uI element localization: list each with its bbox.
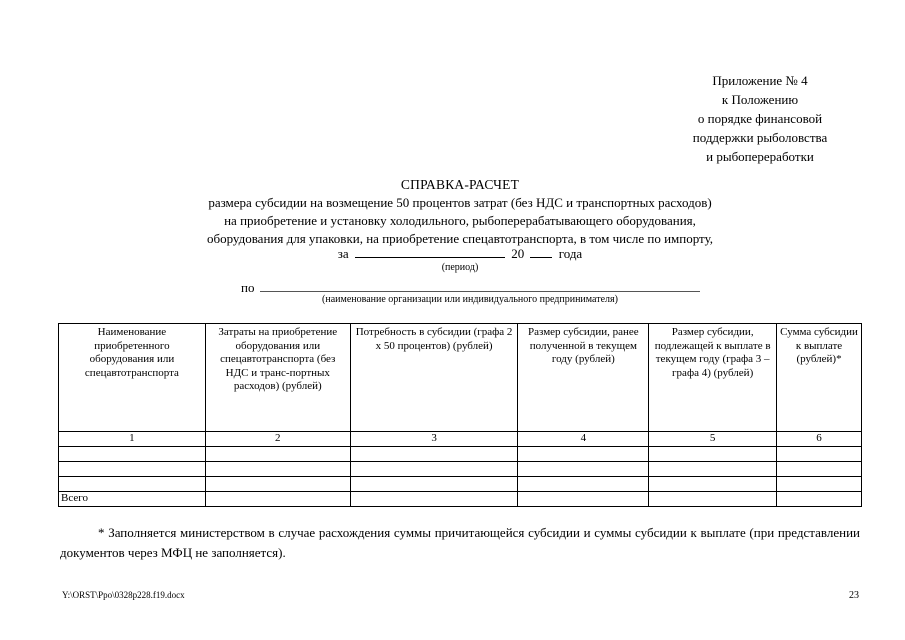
column-header: Затраты на приобретение оборудования или спецавтотранспорта (без НДС и транс-портных расходов) (рублей)	[205, 324, 350, 432]
table-row	[59, 462, 862, 477]
table-cell[interactable]	[777, 492, 862, 507]
table-cell[interactable]	[205, 492, 350, 507]
document-heading	[90, 176, 830, 248]
table-cell[interactable]	[777, 447, 862, 462]
organization-prefix: по	[241, 280, 255, 295]
document-title: СПРАВКА-РАСЧЕТ	[400, 177, 520, 192]
period-hint: (период)	[441, 262, 479, 273]
column-number-row	[59, 432, 862, 447]
table-cell[interactable]	[350, 462, 518, 477]
calculation-table	[58, 323, 862, 507]
table-cell[interactable]	[777, 477, 862, 492]
page-number: 23	[849, 590, 859, 601]
appendix-line: Приложение № 4	[712, 73, 808, 88]
organization-hint: (наименование организации или индивидуального предпринимателя)	[322, 294, 618, 305]
footnote-text: * Заполняется министерством в случае расхождения суммы причитающейся субсидии и суммы субсидии к выплате (при представлении документов через МФЦ не заполняется).	[60, 525, 860, 560]
table-cell[interactable]	[350, 477, 518, 492]
column-number: 2	[205, 432, 350, 447]
appendix-line: о порядке финансовой	[697, 111, 823, 126]
total-row	[59, 492, 862, 507]
table-cell[interactable]	[59, 477, 206, 492]
column-header: Размер субсидии, ранее полученной в текущем году (рублей)	[518, 324, 649, 432]
column-number: 1	[59, 432, 206, 447]
period-blank[interactable]	[355, 245, 505, 258]
table-cell[interactable]	[205, 477, 350, 492]
column-header: Размер субсидии, подлежащей к выплате в текущем году (графа 3 – графа 4) (рублей)	[649, 324, 777, 432]
table-cell[interactable]	[59, 447, 206, 462]
period-prefix: за	[337, 246, 349, 261]
table-cell[interactable]	[518, 447, 649, 462]
table-cell[interactable]	[518, 477, 649, 492]
organization-blank[interactable]	[260, 279, 700, 292]
table-cell[interactable]	[205, 447, 350, 462]
total-label: Всего	[59, 492, 206, 507]
file-path: Y:\ORST\Ppo\0328p228.f19.docx	[62, 590, 185, 600]
appendix-line: поддержки рыболовства	[692, 130, 828, 145]
table-cell[interactable]	[59, 462, 206, 477]
appendix-line: к Положению	[721, 92, 799, 107]
period-suffix: года	[558, 246, 583, 261]
column-number: 6	[777, 432, 862, 447]
table-cell[interactable]	[649, 462, 777, 477]
period-line	[90, 245, 830, 262]
table-cell[interactable]	[777, 462, 862, 477]
column-number: 5	[649, 432, 777, 447]
table-cell[interactable]	[518, 492, 649, 507]
table-header-row	[59, 324, 862, 432]
table-cell[interactable]	[350, 492, 518, 507]
table-cell[interactable]	[205, 462, 350, 477]
period-year: 20	[511, 246, 525, 261]
table-cell[interactable]	[649, 492, 777, 507]
appendix-line: и рыбопереработки	[706, 149, 814, 164]
subtitle-line: оборудования для упаковки, на приобретение спецавтотранспорта, в том числе по импорту,	[206, 231, 714, 246]
subtitle-line: размера субсидии на возмещение 50 процентов затрат (без НДС и транспортных расходов)	[208, 195, 712, 210]
year-blank[interactable]	[530, 245, 552, 258]
column-header: Потребность в субсидии (графа 2 х 50 процентов) (рублей)	[350, 324, 518, 432]
column-header: Сумма субсидии к выплате (рублей)*	[777, 324, 862, 432]
table-cell[interactable]	[518, 462, 649, 477]
column-header: Наименование приобретенного оборудования или спецавтотранспорта	[59, 324, 206, 432]
footnote	[60, 523, 860, 563]
table-cell[interactable]	[649, 477, 777, 492]
column-number: 3	[350, 432, 518, 447]
table-cell[interactable]	[350, 447, 518, 462]
subtitle-line: на приобретение и установку холодильного, рыбоперерабатывающего оборудования,	[224, 213, 696, 228]
table-row	[59, 447, 862, 462]
table-cell[interactable]	[649, 447, 777, 462]
table-row	[59, 477, 862, 492]
column-number: 4	[518, 432, 649, 447]
appendix-reference	[660, 71, 860, 166]
